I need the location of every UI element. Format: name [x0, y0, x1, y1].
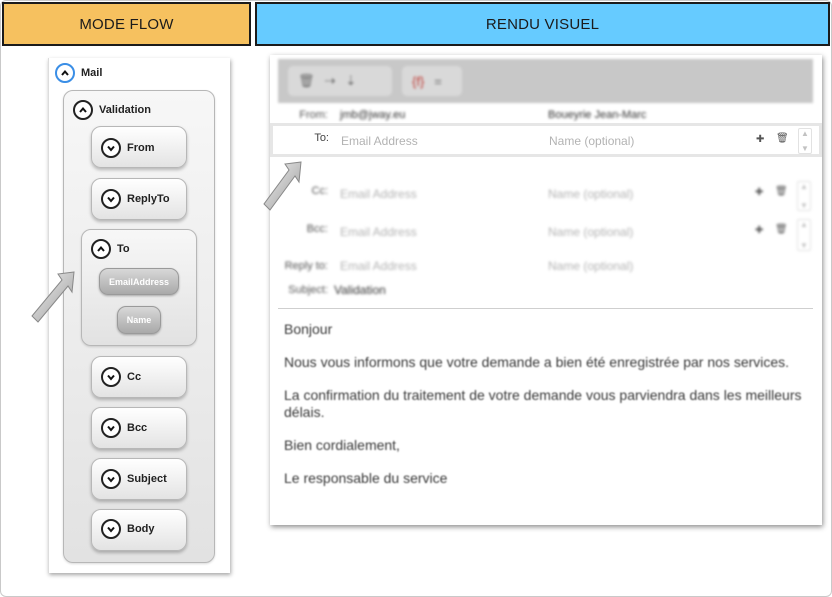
- formula-icon[interactable]: {f}: [412, 73, 425, 89]
- collapse-icon[interactable]: [91, 239, 111, 259]
- chevron-up-icon[interactable]: ▲: [800, 182, 808, 191]
- trash-icon[interactable]: 🗑: [775, 186, 788, 197]
- node-from-row[interactable]: [101, 138, 155, 158]
- subject-value[interactable]: Validation: [334, 283, 386, 297]
- trash-icon[interactable]: 🗑: [776, 133, 789, 144]
- node-mail-label: Mail: [81, 67, 103, 79]
- chevron-up-icon[interactable]: ▲: [800, 220, 808, 229]
- bcc-email-input[interactable]: Email Address: [340, 225, 417, 239]
- chevron-up-icon[interactable]: ▲: [801, 129, 809, 138]
- node-replyto-label: ReplyTo: [127, 193, 170, 205]
- visual-render-title: RENDU VISUEL: [485, 15, 600, 33]
- replyto-label: Reply to:: [284, 260, 328, 272]
- leaf-email-address-label: EmailAddress: [108, 276, 170, 287]
- node-validation-label: Validation: [99, 104, 151, 116]
- body-paragraph: Le responsable du service: [284, 470, 448, 486]
- replyto-name-input[interactable]: Name (optional): [548, 259, 634, 273]
- expand-icon[interactable]: [101, 469, 121, 489]
- body-paragraph: La confirmation du traitement de votre demande vous parviendra dans les meilleurs délais.: [284, 387, 802, 420]
- equals-icon[interactable]: =: [434, 73, 442, 89]
- node-cc-row[interactable]: [101, 367, 141, 387]
- from-label: From:: [299, 109, 328, 121]
- insert-after-icon[interactable]: ⇣: [345, 73, 357, 88]
- expand-icon[interactable]: [101, 189, 121, 209]
- flow-mode-title: MODE FLOW: [79, 15, 174, 33]
- email-body[interactable]: [284, 321, 804, 503]
- trash-icon[interactable]: 🗑: [298, 73, 315, 88]
- toolbar-group-edit: [288, 66, 392, 96]
- collapse-icon[interactable]: [55, 63, 75, 83]
- to-row: [270, 123, 822, 157]
- visual-render-header: [255, 2, 830, 46]
- pointer-arrow-icon: [28, 268, 78, 326]
- bcc-name-input[interactable]: Name (optional): [548, 225, 634, 239]
- node-mail[interactable]: [55, 63, 102, 83]
- node-body-label: Body: [127, 523, 155, 535]
- collapse-icon[interactable]: [73, 100, 93, 120]
- to-name-input[interactable]: Name (optional): [549, 134, 635, 148]
- leaf-email-address[interactable]: [99, 268, 179, 295]
- node-bcc-row[interactable]: [101, 418, 147, 438]
- pointer-arrow-icon: [261, 158, 305, 214]
- trash-icon[interactable]: 🗑: [775, 224, 788, 235]
- node-to[interactable]: [91, 239, 130, 259]
- add-icon[interactable]: ✚: [756, 134, 765, 145]
- flow-mode-header: [2, 2, 251, 46]
- add-icon[interactable]: ✚: [755, 225, 764, 236]
- expand-icon[interactable]: [101, 367, 121, 387]
- chevron-down-icon[interactable]: ▼: [800, 201, 808, 210]
- chevron-down-icon[interactable]: ▼: [800, 241, 808, 250]
- add-icon[interactable]: ✚: [755, 187, 764, 198]
- insert-before-icon[interactable]: ⇢: [324, 73, 336, 88]
- node-bcc-label: Bcc: [127, 422, 148, 434]
- toolbar: [278, 59, 813, 103]
- from-name: Boueyrie Jean-Marc: [548, 109, 647, 121]
- replyto-email-input[interactable]: Email Address: [340, 259, 417, 273]
- bcc-label: Bcc:: [306, 223, 328, 235]
- toolbar-group-code: [402, 66, 462, 96]
- cc-label: Cc:: [311, 185, 328, 197]
- body-paragraph: Nous vous informons que votre demande a bien été enregistrée par nos services.: [284, 354, 790, 370]
- to-spinner[interactable]: [798, 128, 812, 154]
- cc-email-input[interactable]: Email Address: [340, 187, 417, 201]
- divider: [278, 308, 813, 309]
- node-validation[interactable]: [73, 100, 151, 120]
- subject-label: Subject:: [288, 284, 328, 296]
- node-cc-label: Cc: [127, 371, 142, 383]
- bcc-spinner[interactable]: [797, 219, 811, 251]
- node-subject-row[interactable]: [101, 469, 167, 489]
- body-paragraph: Bonjour: [284, 321, 333, 337]
- to-label: To:: [314, 132, 329, 144]
- node-body-row[interactable]: [101, 519, 155, 539]
- leaf-name[interactable]: [117, 306, 161, 334]
- body-paragraph: Bien cordialement,: [284, 437, 400, 453]
- email-preview: [270, 55, 822, 525]
- expand-icon[interactable]: [101, 418, 121, 438]
- leaf-name-label: Name: [126, 315, 152, 325]
- from-value: jmb@jway.eu: [340, 109, 406, 121]
- chevron-down-icon[interactable]: ▼: [801, 144, 809, 153]
- cc-spinner[interactable]: [797, 181, 811, 211]
- cc-name-input[interactable]: Name (optional): [548, 187, 634, 201]
- to-email-input[interactable]: Email Address: [341, 134, 418, 148]
- node-to-label: To: [117, 243, 130, 255]
- node-subject-label: Subject: [127, 473, 167, 485]
- expand-icon[interactable]: [101, 519, 121, 539]
- node-replyto-row[interactable]: [101, 189, 170, 209]
- expand-icon[interactable]: [101, 138, 121, 158]
- node-from-label: From: [127, 142, 155, 154]
